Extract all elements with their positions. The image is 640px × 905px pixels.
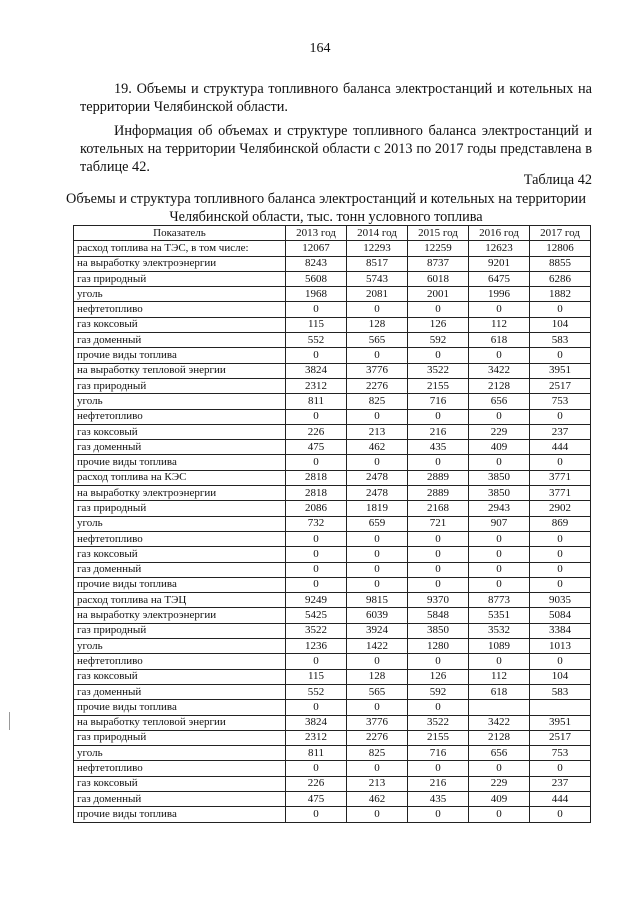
value-cell: 618 bbox=[469, 333, 530, 348]
value-cell: 12293 bbox=[347, 241, 408, 256]
table-row bbox=[74, 378, 591, 393]
indicator-cell: нефтетопливо bbox=[74, 409, 286, 424]
value-cell: 2081 bbox=[347, 287, 408, 302]
value-cell: 444 bbox=[530, 791, 591, 806]
value-cell: 0 bbox=[530, 547, 591, 562]
value-cell: 409 bbox=[469, 440, 530, 455]
value-cell: 0 bbox=[286, 547, 347, 562]
value-cell: 2943 bbox=[469, 501, 530, 516]
value-cell: 213 bbox=[347, 776, 408, 791]
value-cell: 618 bbox=[469, 684, 530, 699]
value-cell: 444 bbox=[530, 440, 591, 455]
indicator-cell: уголь bbox=[74, 287, 286, 302]
fuel-balance-table bbox=[73, 225, 591, 823]
value-cell: 0 bbox=[408, 807, 469, 822]
value-cell: 6039 bbox=[347, 608, 408, 623]
value-cell: 869 bbox=[530, 516, 591, 531]
value-cell: 716 bbox=[408, 394, 469, 409]
value-cell: 9035 bbox=[530, 593, 591, 608]
value-cell: 1819 bbox=[347, 501, 408, 516]
value-cell: 213 bbox=[347, 424, 408, 439]
table-row bbox=[74, 302, 591, 317]
value-cell: 3924 bbox=[347, 623, 408, 638]
value-cell: 3951 bbox=[530, 363, 591, 378]
table-row bbox=[74, 440, 591, 455]
table-row bbox=[74, 684, 591, 699]
value-cell: 12067 bbox=[286, 241, 347, 256]
value-cell: 659 bbox=[347, 516, 408, 531]
value-cell: 6475 bbox=[469, 271, 530, 286]
value-cell: 552 bbox=[286, 684, 347, 699]
value-cell: 825 bbox=[347, 746, 408, 761]
value-cell: 9815 bbox=[347, 593, 408, 608]
value-cell: 0 bbox=[286, 577, 347, 592]
value-cell: 409 bbox=[469, 791, 530, 806]
value-cell: 0 bbox=[469, 654, 530, 669]
table-row bbox=[74, 593, 591, 608]
value-cell: 2128 bbox=[469, 730, 530, 745]
value-cell: 12259 bbox=[408, 241, 469, 256]
value-cell: 0 bbox=[408, 547, 469, 562]
value-cell: 8737 bbox=[408, 256, 469, 271]
value-cell: 0 bbox=[530, 409, 591, 424]
value-cell: 8517 bbox=[347, 256, 408, 271]
indicator-cell: прочие виды топлива bbox=[74, 577, 286, 592]
value-cell: 3532 bbox=[469, 623, 530, 638]
value-cell: 1968 bbox=[286, 287, 347, 302]
value-cell: 435 bbox=[408, 791, 469, 806]
value-cell: 0 bbox=[286, 302, 347, 317]
value-cell: 2276 bbox=[347, 730, 408, 745]
value-cell: 475 bbox=[286, 791, 347, 806]
value-cell: 565 bbox=[347, 333, 408, 348]
indicator-cell: нефтетопливо bbox=[74, 654, 286, 669]
value-cell: 3771 bbox=[530, 486, 591, 501]
value-cell: 0 bbox=[286, 348, 347, 363]
section-heading: 19. Объемы и структура топливного баланса электростанций и котельных на территории Челябинской области. bbox=[80, 81, 592, 115]
value-cell: 3850 bbox=[469, 486, 530, 501]
value-cell: 907 bbox=[469, 516, 530, 531]
indicator-cell: газ доменный bbox=[74, 791, 286, 806]
value-cell: 2276 bbox=[347, 378, 408, 393]
indicator-cell: газ коксовый bbox=[74, 317, 286, 332]
value-cell: 3422 bbox=[469, 715, 530, 730]
value-cell: 2155 bbox=[408, 730, 469, 745]
value-cell: 115 bbox=[286, 317, 347, 332]
value-cell: 552 bbox=[286, 333, 347, 348]
value-cell: 0 bbox=[530, 531, 591, 546]
value-cell: 811 bbox=[286, 746, 347, 761]
value-cell: 8243 bbox=[286, 256, 347, 271]
table-row bbox=[74, 317, 591, 332]
value-cell: 462 bbox=[347, 440, 408, 455]
value-cell: 721 bbox=[408, 516, 469, 531]
value-cell: 0 bbox=[286, 531, 347, 546]
value-cell: 3384 bbox=[530, 623, 591, 638]
value-cell: 2155 bbox=[408, 378, 469, 393]
value-cell: 0 bbox=[408, 700, 469, 715]
value-cell: 0 bbox=[286, 562, 347, 577]
table-header-row bbox=[74, 226, 591, 241]
indicator-cell: расход топлива на ТЭЦ bbox=[74, 593, 286, 608]
value-cell: 237 bbox=[530, 424, 591, 439]
value-cell: 0 bbox=[347, 531, 408, 546]
table-row bbox=[74, 776, 591, 791]
value-cell: 592 bbox=[408, 333, 469, 348]
indicator-cell: расход топлива на ТЭС, в том числе: bbox=[74, 241, 286, 256]
value-cell: 2128 bbox=[469, 378, 530, 393]
value-cell: 9201 bbox=[469, 256, 530, 271]
indicator-cell: нефтетопливо bbox=[74, 761, 286, 776]
value-cell: 5425 bbox=[286, 608, 347, 623]
value-cell: 229 bbox=[469, 424, 530, 439]
table-row bbox=[74, 409, 591, 424]
indicator-cell: уголь bbox=[74, 746, 286, 761]
indicator-cell: расход топлива на КЭС bbox=[74, 470, 286, 485]
table-row bbox=[74, 424, 591, 439]
value-cell: 8855 bbox=[530, 256, 591, 271]
value-cell: 3850 bbox=[408, 623, 469, 638]
value-cell: 0 bbox=[347, 547, 408, 562]
value-cell: 0 bbox=[408, 531, 469, 546]
value-cell: 2312 bbox=[286, 378, 347, 393]
indicator-cell: газ доменный bbox=[74, 684, 286, 699]
indicator-cell: нефтетопливо bbox=[74, 302, 286, 317]
table-row bbox=[74, 608, 591, 623]
value-cell: 0 bbox=[469, 562, 530, 577]
table-row bbox=[74, 746, 591, 761]
value-cell: 9249 bbox=[286, 593, 347, 608]
table-row bbox=[74, 348, 591, 363]
indicator-cell: на выработку тепловой энергии bbox=[74, 715, 286, 730]
column-header: 2013 год bbox=[286, 226, 347, 241]
table-row bbox=[74, 241, 591, 256]
table-body bbox=[74, 241, 591, 822]
value-cell: 0 bbox=[286, 409, 347, 424]
value-cell: 0 bbox=[408, 302, 469, 317]
indicator-cell: на выработку электроэнергии bbox=[74, 608, 286, 623]
value-cell: 0 bbox=[469, 455, 530, 470]
value-cell: 0 bbox=[408, 562, 469, 577]
value-cell: 0 bbox=[469, 547, 530, 562]
value-cell: 128 bbox=[347, 317, 408, 332]
column-header: 2014 год bbox=[347, 226, 408, 241]
value-cell: 0 bbox=[408, 409, 469, 424]
value-cell: 9370 bbox=[408, 593, 469, 608]
indicator-cell: уголь bbox=[74, 639, 286, 654]
value-cell: 0 bbox=[469, 302, 530, 317]
value-cell: 2478 bbox=[347, 470, 408, 485]
table-row bbox=[74, 623, 591, 638]
value-cell: 0 bbox=[347, 455, 408, 470]
value-cell: 0 bbox=[469, 409, 530, 424]
value-cell: 2517 bbox=[530, 378, 591, 393]
value-cell: 126 bbox=[408, 317, 469, 332]
value-cell: 0 bbox=[530, 761, 591, 776]
indicator-cell: уголь bbox=[74, 516, 286, 531]
value-cell: 0 bbox=[286, 807, 347, 822]
indicator-cell: газ коксовый bbox=[74, 424, 286, 439]
page-number: 164 bbox=[309, 41, 331, 56]
value-cell: 6286 bbox=[530, 271, 591, 286]
value-cell: 583 bbox=[530, 333, 591, 348]
value-cell: 583 bbox=[530, 684, 591, 699]
table-row bbox=[74, 363, 591, 378]
margin-mark bbox=[9, 712, 10, 730]
value-cell: 2168 bbox=[408, 501, 469, 516]
value-cell: 2312 bbox=[286, 730, 347, 745]
value-cell: 3771 bbox=[530, 470, 591, 485]
value-cell: 0 bbox=[347, 562, 408, 577]
table-row bbox=[74, 761, 591, 776]
value-cell: 216 bbox=[408, 776, 469, 791]
table-row bbox=[74, 516, 591, 531]
column-header: 2017 год bbox=[530, 226, 591, 241]
value-cell: 104 bbox=[530, 317, 591, 332]
value-cell: 3522 bbox=[408, 363, 469, 378]
value-cell: 825 bbox=[347, 394, 408, 409]
value-cell: 0 bbox=[347, 700, 408, 715]
value-cell: 5608 bbox=[286, 271, 347, 286]
value-cell: 0 bbox=[347, 302, 408, 317]
value-cell: 104 bbox=[530, 669, 591, 684]
value-cell: 0 bbox=[347, 409, 408, 424]
value-cell: 12806 bbox=[530, 241, 591, 256]
indicator-cell: на выработку электроэнергии bbox=[74, 256, 286, 271]
table-row bbox=[74, 791, 591, 806]
value-cell: 1013 bbox=[530, 639, 591, 654]
value-cell: 1422 bbox=[347, 639, 408, 654]
table-title: Объемы и структура топливного баланса электростанций и котельных на территории Челябинской области, тыс. тонн условного топлива bbox=[66, 191, 586, 225]
value-cell: 656 bbox=[469, 394, 530, 409]
value-cell: 565 bbox=[347, 684, 408, 699]
value-cell: 0 bbox=[469, 577, 530, 592]
value-cell: 3522 bbox=[408, 715, 469, 730]
value-cell: 0 bbox=[530, 348, 591, 363]
table-row bbox=[74, 333, 591, 348]
value-cell: 716 bbox=[408, 746, 469, 761]
value-cell: 3824 bbox=[286, 715, 347, 730]
indicator-cell: газ коксовый bbox=[74, 776, 286, 791]
value-cell: 2889 bbox=[408, 486, 469, 501]
value-cell: 0 bbox=[286, 654, 347, 669]
value-cell: 12623 bbox=[469, 241, 530, 256]
value-cell: 2478 bbox=[347, 486, 408, 501]
value-cell: 0 bbox=[408, 348, 469, 363]
value-cell: 2001 bbox=[408, 287, 469, 302]
value-cell: 0 bbox=[530, 807, 591, 822]
value-cell: 0 bbox=[347, 577, 408, 592]
value-cell: 2902 bbox=[530, 501, 591, 516]
indicator-cell: газ доменный bbox=[74, 440, 286, 455]
value-cell: 0 bbox=[408, 761, 469, 776]
value-cell: 656 bbox=[469, 746, 530, 761]
value-cell: 2086 bbox=[286, 501, 347, 516]
value-cell: 0 bbox=[469, 348, 530, 363]
column-header: 2015 год bbox=[408, 226, 469, 241]
value-cell: 462 bbox=[347, 791, 408, 806]
value-cell: 0 bbox=[286, 455, 347, 470]
value-cell: 3951 bbox=[530, 715, 591, 730]
value-cell: 0 bbox=[347, 348, 408, 363]
value-cell: 2818 bbox=[286, 470, 347, 485]
value-cell: 2517 bbox=[530, 730, 591, 745]
table-row bbox=[74, 470, 591, 485]
value-cell bbox=[530, 700, 591, 715]
indicator-cell: уголь bbox=[74, 394, 286, 409]
value-cell: 216 bbox=[408, 424, 469, 439]
indicator-cell: газ природный bbox=[74, 623, 286, 638]
table-row bbox=[74, 271, 591, 286]
value-cell: 112 bbox=[469, 669, 530, 684]
value-cell: 753 bbox=[530, 394, 591, 409]
table-row bbox=[74, 256, 591, 271]
value-cell: 0 bbox=[408, 577, 469, 592]
indicator-cell: прочие виды топлива bbox=[74, 348, 286, 363]
table-row bbox=[74, 669, 591, 684]
value-cell: 237 bbox=[530, 776, 591, 791]
table-row bbox=[74, 394, 591, 409]
value-cell: 753 bbox=[530, 746, 591, 761]
value-cell: 592 bbox=[408, 684, 469, 699]
value-cell: 435 bbox=[408, 440, 469, 455]
value-cell: 811 bbox=[286, 394, 347, 409]
value-cell: 115 bbox=[286, 669, 347, 684]
indicator-cell: газ природный bbox=[74, 730, 286, 745]
value-cell: 2818 bbox=[286, 486, 347, 501]
table-row bbox=[74, 654, 591, 669]
value-cell: 0 bbox=[530, 562, 591, 577]
table-row bbox=[74, 562, 591, 577]
indicator-cell: на выработку тепловой энергии bbox=[74, 363, 286, 378]
table-row bbox=[74, 639, 591, 654]
value-cell: 128 bbox=[347, 669, 408, 684]
table-row bbox=[74, 455, 591, 470]
indicator-cell: на выработку электроэнергии bbox=[74, 486, 286, 501]
value-cell: 229 bbox=[469, 776, 530, 791]
value-cell: 732 bbox=[286, 516, 347, 531]
value-cell: 3422 bbox=[469, 363, 530, 378]
column-header: 2016 год bbox=[469, 226, 530, 241]
table-row bbox=[74, 531, 591, 546]
table-row bbox=[74, 730, 591, 745]
value-cell: 5848 bbox=[408, 608, 469, 623]
value-cell: 8773 bbox=[469, 593, 530, 608]
value-cell: 5351 bbox=[469, 608, 530, 623]
value-cell: 3824 bbox=[286, 363, 347, 378]
indicator-cell: газ природный bbox=[74, 501, 286, 516]
value-cell: 126 bbox=[408, 669, 469, 684]
table-row bbox=[74, 807, 591, 822]
indicator-cell: газ коксовый bbox=[74, 669, 286, 684]
value-cell: 0 bbox=[286, 761, 347, 776]
value-cell: 5084 bbox=[530, 608, 591, 623]
value-cell: 3850 bbox=[469, 470, 530, 485]
value-cell: 475 bbox=[286, 440, 347, 455]
intro-paragraph: Информация об объемах и структуре топливного баланса электростанций и котельных на территории Челябинской области с 2013 по 2017 годы представлена в таблице 42. bbox=[80, 123, 592, 175]
value-cell: 0 bbox=[408, 654, 469, 669]
value-cell bbox=[469, 700, 530, 715]
value-cell: 0 bbox=[530, 455, 591, 470]
indicator-cell: прочие виды топлива bbox=[74, 455, 286, 470]
value-cell: 1089 bbox=[469, 639, 530, 654]
value-cell: 6018 bbox=[408, 271, 469, 286]
indicator-cell: прочие виды топлива bbox=[74, 700, 286, 715]
value-cell: 2889 bbox=[408, 470, 469, 485]
value-cell: 0 bbox=[347, 654, 408, 669]
value-cell: 226 bbox=[286, 776, 347, 791]
value-cell: 0 bbox=[347, 761, 408, 776]
value-cell: 226 bbox=[286, 424, 347, 439]
value-cell: 3776 bbox=[347, 363, 408, 378]
table-label: Таблица 42 bbox=[523, 172, 592, 188]
value-cell: 0 bbox=[286, 700, 347, 715]
indicator-cell: нефтетопливо bbox=[74, 531, 286, 546]
value-cell: 0 bbox=[469, 807, 530, 822]
value-cell: 1280 bbox=[408, 639, 469, 654]
value-cell: 0 bbox=[530, 654, 591, 669]
indicator-cell: газ природный bbox=[74, 271, 286, 286]
value-cell: 0 bbox=[530, 577, 591, 592]
value-cell: 5743 bbox=[347, 271, 408, 286]
indicator-cell: газ коксовый bbox=[74, 547, 286, 562]
table-row bbox=[74, 486, 591, 501]
value-cell: 0 bbox=[469, 531, 530, 546]
table-row bbox=[74, 287, 591, 302]
value-cell: 0 bbox=[408, 455, 469, 470]
value-cell: 0 bbox=[347, 807, 408, 822]
value-cell: 3522 bbox=[286, 623, 347, 638]
table-row bbox=[74, 715, 591, 730]
value-cell: 3776 bbox=[347, 715, 408, 730]
indicator-cell: газ доменный bbox=[74, 333, 286, 348]
table-row bbox=[74, 547, 591, 562]
value-cell: 1996 bbox=[469, 287, 530, 302]
table-row bbox=[74, 577, 591, 592]
indicator-cell: прочие виды топлива bbox=[74, 807, 286, 822]
value-cell: 112 bbox=[469, 317, 530, 332]
value-cell: 0 bbox=[530, 302, 591, 317]
column-header: Показатель bbox=[74, 226, 286, 241]
value-cell: 1236 bbox=[286, 639, 347, 654]
indicator-cell: газ природный bbox=[74, 378, 286, 393]
indicator-cell: газ доменный bbox=[74, 562, 286, 577]
table-row bbox=[74, 501, 591, 516]
table-row bbox=[74, 700, 591, 715]
value-cell: 0 bbox=[469, 761, 530, 776]
value-cell: 1882 bbox=[530, 287, 591, 302]
